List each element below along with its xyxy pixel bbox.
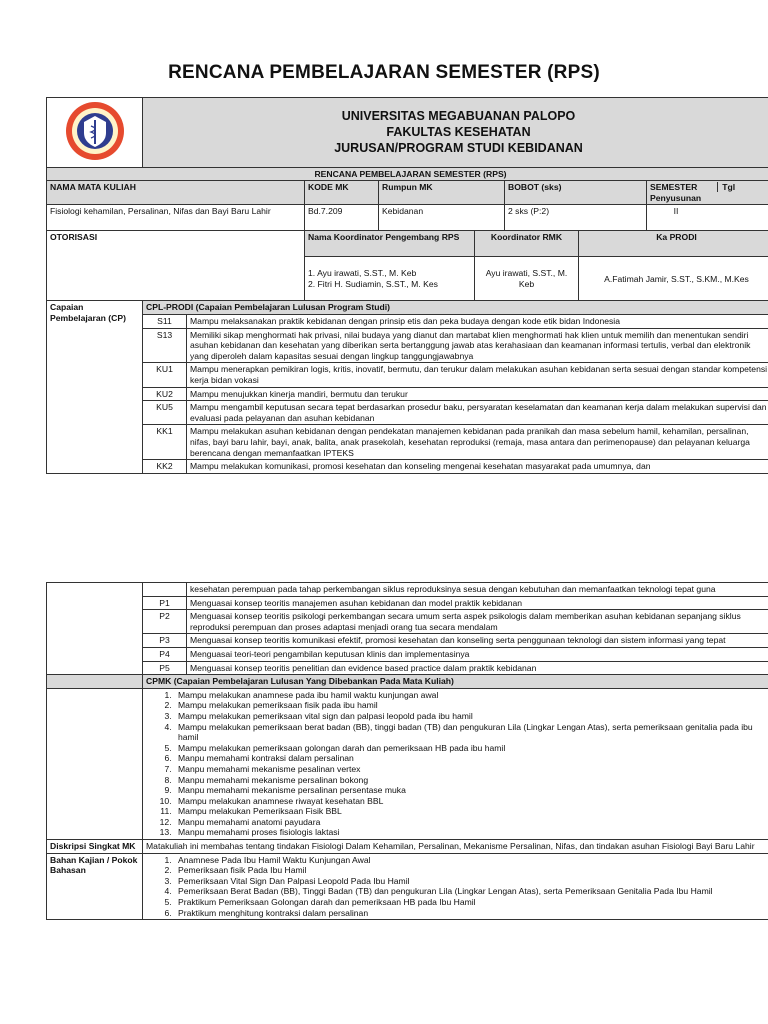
- pengembang-names: [305, 257, 475, 301]
- cpmk-label-cell: [47, 675, 143, 689]
- cpl-text: Mampu menujukkan kinerja mandiri, bermutu dan terukur: [187, 387, 768, 401]
- cpl-text: Menguasai konsep teoritis manajemen asuhan kebidanan dan model praktik kebidanan: [187, 596, 768, 610]
- list-item: 10. Mampu melakukan anamnese riwayat kesehatan BBL: [174, 796, 768, 807]
- university-name: UNIVERSITAS MEGABUANAN PALOPO: [341, 109, 576, 124]
- cpl-code: KU5: [143, 401, 187, 425]
- cpmk-label-empty: [47, 688, 143, 839]
- list-item: 4. Mampu melakukan pemeriksaan berat badan (BB), tinggi badan (TB) dan pengukuran Lila (Lingkar Lengan Atas), serta pemeriksaan genitalia pada ibu hamil: [174, 722, 768, 743]
- header-semester: SEMESTER: [650, 182, 698, 193]
- list-item: 1. Mampu melakukan anamnese pada ibu hamil waktu kunjungan awal: [174, 690, 768, 701]
- value-rumpun-mk: Kebidanan: [379, 205, 505, 231]
- cpl-row: [47, 328, 768, 363]
- cpl-code: P2: [143, 610, 187, 634]
- cpl-text: Mampu melakukan asuhan kebidanan dengan pendekatan manajemen kebidanan pada pranikah dan masa sebelum hamil, kehamilan, persalinan, nifas, bayi baru lahir, bayi, anak, balita, anak prasekolah, kesehatan reproduksi (remaja, masa antara dan perimenopause) dan pelayanan keluarga berencana dengan memanfaatkan IPTEKS: [187, 425, 768, 460]
- list-item: 4. Pemeriksaan Berat Badan (BB), Tinggi Badan (TB) dan pengukuran Lila (Lingkar Lengan Atas), serta Pemeriksaan Genitalia Pada Ibu Hamil: [174, 886, 768, 897]
- koordinator-rmk-label: Koordinator RMK: [475, 231, 579, 257]
- cpl-row: [47, 460, 768, 474]
- list-item: 3. Pemeriksaan Vital Sign Dan Palpasi Leopold Pada Ibu Hamil: [174, 876, 768, 887]
- cpl-text: Menguasai konsep teoritis psikologi perkembangan secara umum serta aspek psikologis dalam memberikan asuhan kebidanan sepanjang siklus reproduksi perempuan dan proses adaptasi menjadi orang tua secara mendalam: [187, 610, 768, 634]
- list-item: 12. Manpu memahami anatomi payudara: [174, 817, 768, 828]
- cpl-text: Memiliki sikap menghormati hak privasi, nilai budaya yang dianut dan martabat klien menghormati hak klien untuk memilih dan menentukan sendiri asuhan kebidanan dan kesehatan yang diberikan serta bertanggung jawab atas kerahasiaan dan keamanan informasi tertulis, verbal dan elektronik yang diperoleh dalam kapasitas sesuai dengan lingkup tanggungjawabnya: [187, 328, 768, 363]
- bahan-kajian-label: Bahan Kajian / Pokok Bahasan: [47, 853, 143, 920]
- cpl-row: [47, 387, 768, 401]
- logo-cell: [47, 98, 143, 168]
- rps-table-page-2: [46, 582, 768, 920]
- faculty-name: FAKULTAS KESEHATAN: [386, 125, 531, 140]
- cpl-row: [47, 425, 768, 460]
- university-logo: [62, 100, 128, 162]
- cpl-row: [47, 634, 768, 648]
- cpl-row: [47, 363, 768, 387]
- cpl-text: Menguasai konsep teoritis komunikasi efektif, promosi kesehatan dan konseling serta penggunaan teknologi dan sistem informasi yang tepat: [187, 634, 768, 648]
- rps-table-page-1: [46, 97, 768, 474]
- list-item: 5. Praktikum Pemeriksaan Golongan darah dan pemeriksaan HB pada Ibu Hamil: [174, 897, 768, 908]
- list-item: 3. Mampu melakukan pemeriksaan vital sign dan palpasi leopold pada ibu hamil: [174, 711, 768, 722]
- list-item: 6. Manpu memahami kontraksi dalam persalinan: [174, 753, 768, 764]
- ka-prodi-name: A.Fatimah Jamir, S.ST., S.KM., M.Kes: [579, 257, 768, 301]
- cpl-code: KU1: [143, 363, 187, 387]
- cpl-code: S11: [143, 314, 187, 328]
- bahan-kajian-list-cell: [143, 853, 768, 920]
- value-kode-mk: Bd.7.209: [305, 205, 379, 231]
- pengembang-1: 1. Ayu irawati, S.ST., M. Keb: [308, 268, 417, 279]
- header-bobot: BOBOT (sks): [505, 181, 647, 205]
- cpl-text: kesehatan perempuan pada tahap perkembangan siklus reproduksinya sesua dengan kebutuhan dan memanfaatkan teknologi tepat guna: [187, 583, 768, 597]
- cpl-prodi-header: CPL-PRODI (Capaian Pembelajaran Lulusan Program Studi): [143, 301, 768, 315]
- cpl-text: Menguasai teori-teori pengambilan keputusan klinis dan implementasinya: [187, 647, 768, 661]
- rps-heading: RENCANA PEMBELAJARAN SEMESTER (RPS): [47, 167, 768, 181]
- value-semester: II: [673, 206, 679, 217]
- cpl-text: Mampu menerapkan pemikiran logis, kritis, inovatif, bermutu, dan terukur dalam melakukan asuhan kebidanan serta sesuai dengan standar kompetensi kerja bidan vokasi: [187, 363, 768, 387]
- capaian-label: Capaian Pembelajaran (CP): [47, 301, 143, 473]
- header-nama-mk: NAMA MATA KULIAH: [47, 181, 305, 205]
- list-item: 8. Manpu memahami mekanisme persalinan bokong: [174, 775, 768, 786]
- cpl-code: P1: [143, 596, 187, 610]
- list-item: 1. Anamnese Pada Ibu Hamil Waktu Kunjungan Awal: [174, 855, 768, 866]
- cpl-row: [47, 401, 768, 425]
- cpl-row: [47, 596, 768, 610]
- document-title: RENCANA PEMBELAJARAN SEMESTER (RPS): [168, 62, 600, 83]
- list-item: 7. Manpu memahami mekanisme pesalinan vertex: [174, 764, 768, 775]
- cpl-code: P3: [143, 634, 187, 648]
- value-semester-tgl: [647, 205, 768, 231]
- list-item: 11. Mampu melakukan Pemeriksaan Fisik BBL: [174, 806, 768, 817]
- header-tgl: Tgl Penyusunan: [650, 182, 736, 203]
- cpl-text: Mampu melaksanakan praktik kebidanan dengan prinsip etis dan peka budaya dengan kode etik bidan Indonesia: [187, 314, 768, 328]
- pengembang-2: 2. Fitri H. Sudiamin, S.ST., M. Kes: [308, 278, 438, 289]
- cpl-row: [47, 610, 768, 634]
- capaian-label-continued: [47, 583, 143, 675]
- bahan-kajian-list: [146, 855, 768, 919]
- university-header: [143, 98, 768, 168]
- header-semester-tgl: [647, 181, 768, 205]
- cpl-text: Menguasai konsep teoritis penelitian dan evidence based practice dalam praktik kebidanan: [187, 661, 768, 675]
- value-bobot: 2 sks (P:2): [505, 205, 647, 231]
- cpmk-header: CPMK (Capaian Pembelajaran Lulusan Yang Dibebankan Pada Mata Kuliah): [143, 675, 768, 689]
- list-item: 6. Praktikum menghitung kontraksi dalam persalinan: [174, 908, 768, 919]
- cpmk-list-cell: [143, 688, 768, 839]
- cpl-row: [47, 314, 768, 328]
- list-item: 9. Manpu memahami mekanisme persalinan persentase muka: [174, 785, 768, 796]
- header-rumpun-mk: Rumpun MK: [379, 181, 505, 205]
- deskripsi-label: Diskripsi Singkat MK: [47, 840, 143, 854]
- cpl-code: KU2: [143, 387, 187, 401]
- cpl-code-empty: [143, 583, 187, 597]
- cpmk-list: [146, 690, 768, 838]
- cpl-code: P5: [143, 661, 187, 675]
- cpl-code: S13: [143, 328, 187, 363]
- list-item: 13. Manpu memahami proses fisiologis laktasi: [174, 827, 768, 838]
- cpl-text: Mampu melakukan komunikasi, promosi kesehatan dan konseling mengenai kesehatan masyarakat pada umumnya, dan: [187, 460, 768, 474]
- deskripsi-text: Matakuliah ini membahas tentang tindakan Fisiologi Dalam Kehamilan, Persalinan, Mekanisme Persalinan, Nifas, dan tindakan asuhan Fisiologi Bayi Baru Lahir: [143, 840, 768, 854]
- cpl-text: Mampu mengambil keputusan secara tepat berdasarkan prosedur baku, persyaratan keselamatan dan keamanan kerja dalam melakukan supervisi dan evaluasi pada pelayanan dan asuhan kebidanan: [187, 401, 768, 425]
- list-item: 2. Mampu melakukan pemeriksaan fisik pada ibu hamil: [174, 700, 768, 711]
- cpl-code: KK2: [143, 460, 187, 474]
- rmk-name: Ayu irawati, S.ST., M. Keb: [475, 257, 579, 301]
- cpl-row: [47, 661, 768, 675]
- cpl-row: [47, 647, 768, 661]
- otorisasi-label: OTORISASI: [47, 231, 305, 301]
- cpl-code: KK1: [143, 425, 187, 460]
- cpl-row: [47, 583, 768, 597]
- header-kode-mk: KODE MK: [305, 181, 379, 205]
- koordinator-pengembang-label: Nama Koordinator Pengembang RPS: [305, 231, 475, 257]
- list-item: 5. Mampu melakukan pemeriksaan golongan darah dan pemeriksaan HB pada ibu hamil: [174, 743, 768, 754]
- list-item: 2. Pemeriksaan fisik Pada Ibu Hamil: [174, 865, 768, 876]
- value-nama-mk: Fisiologi kehamilan, Persalinan, Nifas dan Bayi Baru Lahir: [47, 205, 305, 231]
- ka-prodi-label: Ka PRODI: [579, 231, 768, 257]
- cpl-code: P4: [143, 647, 187, 661]
- program-name: JURUSAN/PROGRAM STUDI KEBIDANAN: [334, 141, 583, 156]
